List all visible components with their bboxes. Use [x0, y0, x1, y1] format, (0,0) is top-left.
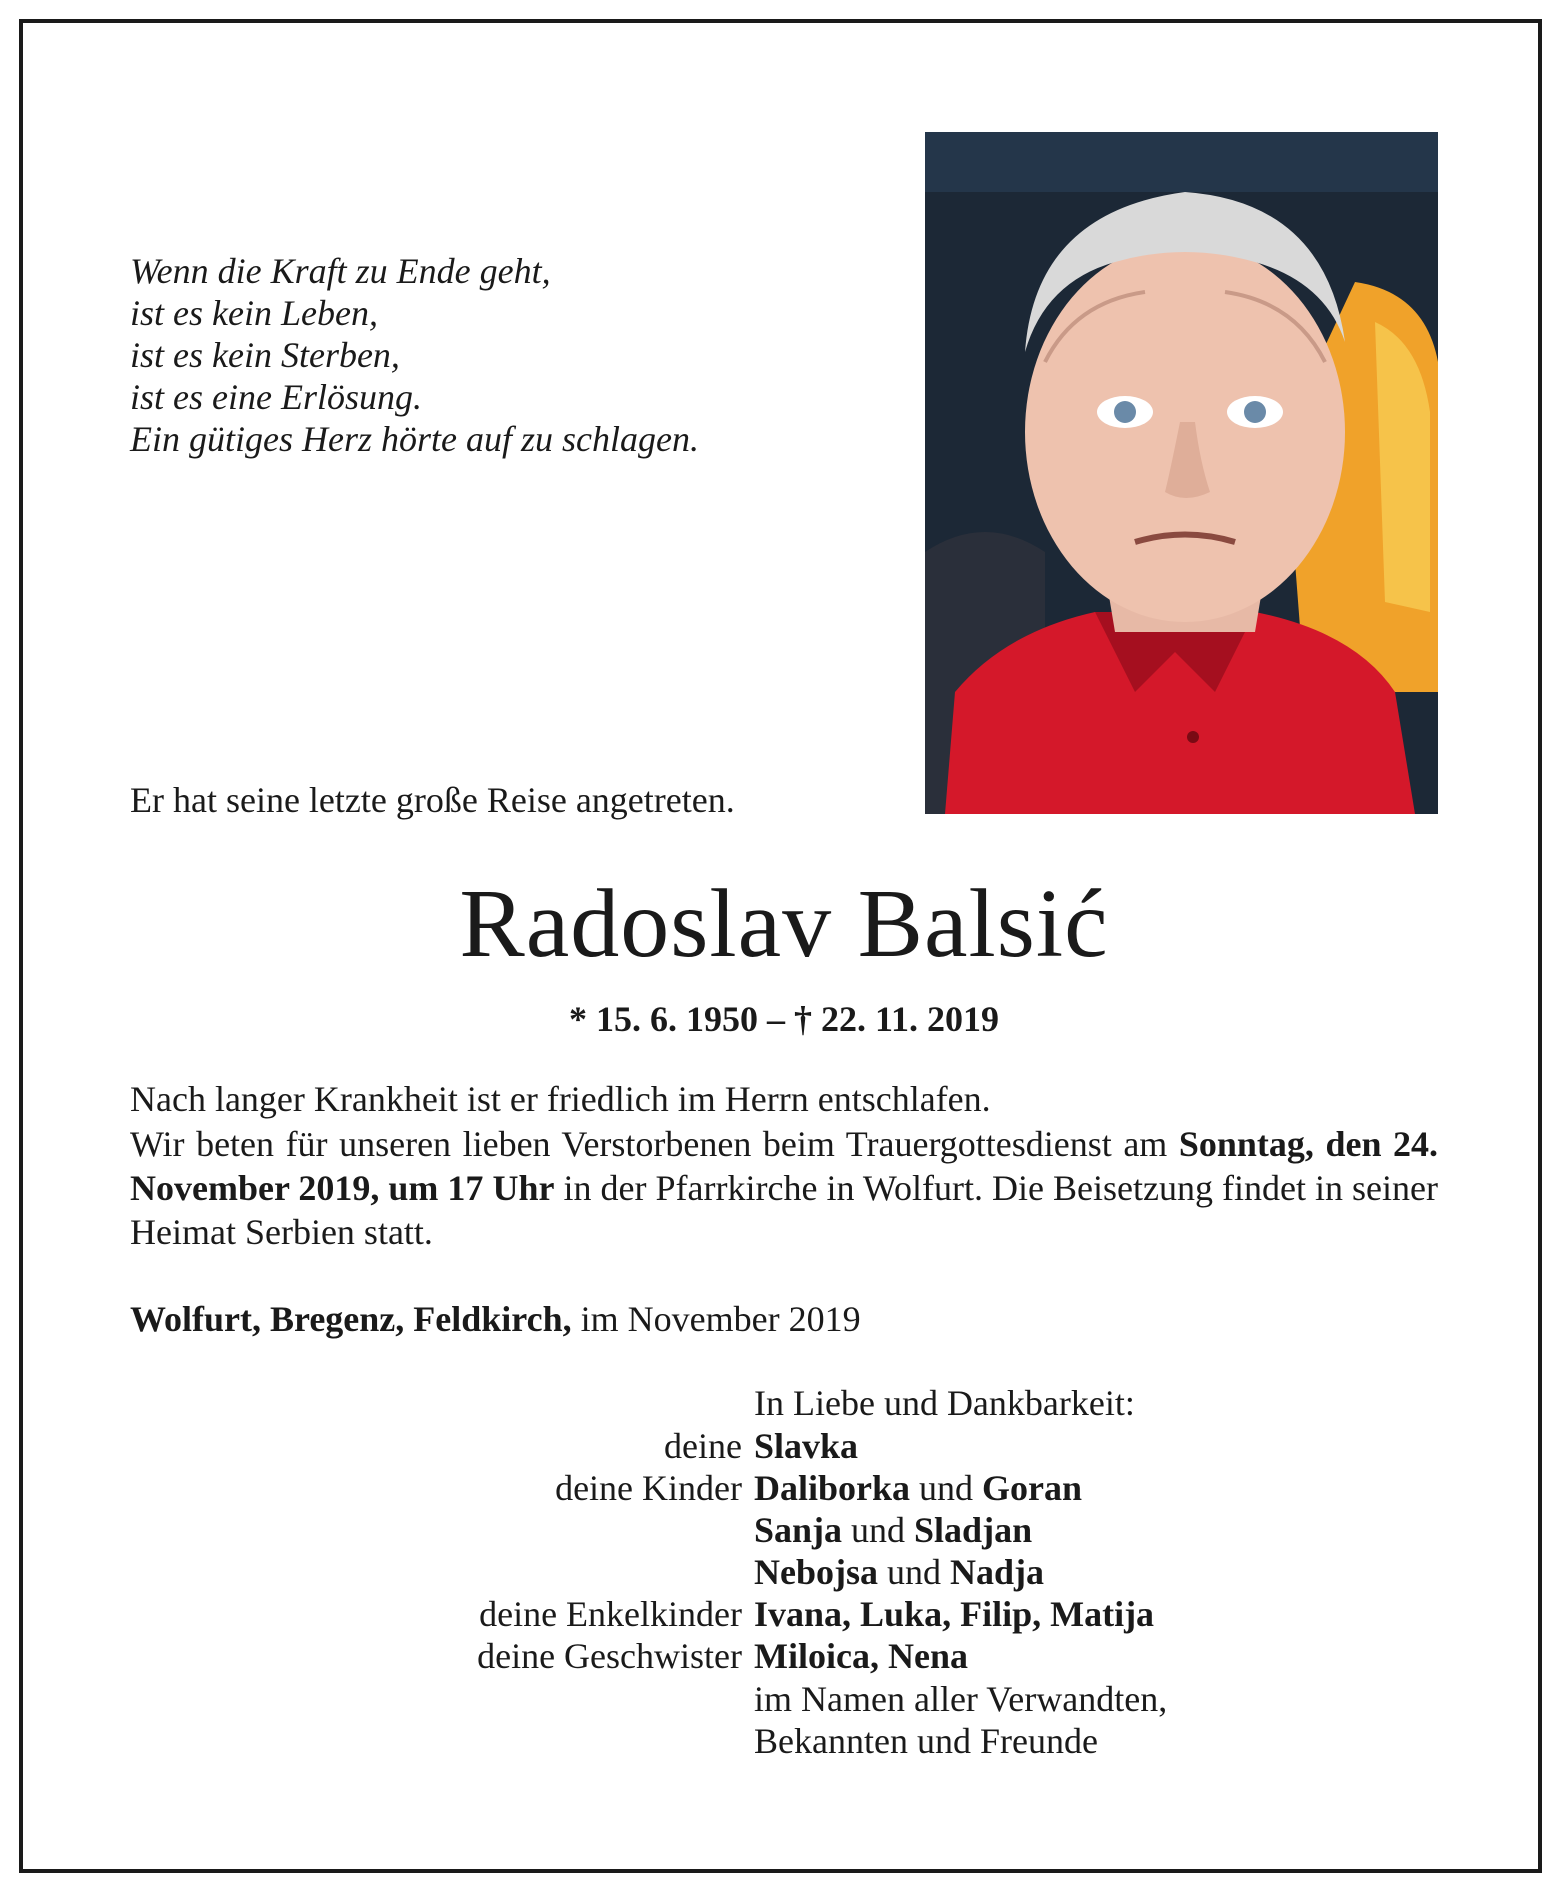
name-separator: und — [842, 1510, 915, 1550]
family-name: Slavka — [754, 1426, 859, 1466]
family-row — [300, 1551, 1154, 1593]
family-name: Ivana, Luka, Filip, Matija — [754, 1594, 1155, 1634]
closing-line: Bekannten und Freunde — [754, 1721, 1098, 1761]
service-text-end: in der Pfarrkirche in Wolfurt. Die Beisetzung findet in seiner Heimat Serbien statt. — [130, 1168, 1438, 1252]
name-separator: und — [878, 1552, 950, 1592]
month-year: im November 2019 — [571, 1299, 861, 1339]
family-row — [300, 1467, 1154, 1509]
place-date-line — [130, 1298, 861, 1340]
relation-label — [300, 1551, 754, 1593]
service-text: Wir beten für unseren lieben Verstorbenen beim Trauergottesdienst am — [130, 1124, 1179, 1164]
relation-label — [300, 1509, 754, 1551]
relation-label: deine Enkelkinder — [479, 1594, 742, 1634]
thanks-line: In Liebe und Dankbarkeit: — [754, 1383, 1135, 1423]
poem-line: ist es kein Sterben, — [130, 335, 400, 375]
poem-line: Ein gütiges Herz hörte auf zu schlagen. — [130, 419, 699, 459]
paragraph-passing: Nach langer Krankheit ist er friedlich im Herrn entschlafen. — [130, 1079, 991, 1119]
family-name: Daliborka — [754, 1468, 911, 1508]
relation-label: deine Kinder — [555, 1468, 742, 1508]
places: Wolfurt, Bregenz, Feldkirch, — [130, 1299, 572, 1339]
service-date: Sonntag, den 24. November 2019, um 17 Uhr — [130, 1124, 1439, 1208]
poem-line: Wenn die Kraft zu Ende geht, — [130, 251, 551, 291]
portrait-photo — [925, 132, 1438, 814]
poem-line: ist es eine Erlösung. — [130, 377, 422, 417]
poem-line: ist es kein Leben, — [130, 293, 378, 333]
family-row — [300, 1635, 1154, 1677]
deceased-name: Radoslav Balsić — [459, 870, 1109, 978]
portrait-illustration — [925, 132, 1438, 814]
journey-line: Er hat seine letzte große Reise angetreten. — [130, 780, 735, 820]
family-name: Goran — [982, 1468, 1083, 1508]
poem — [130, 250, 699, 460]
name-separator: und — [910, 1468, 983, 1508]
family-row — [300, 1425, 1154, 1467]
family-name: Miloica, Nena — [754, 1636, 968, 1676]
family-name: Sladjan — [914, 1510, 1033, 1550]
closing-line: im Namen aller Verwandten, — [754, 1679, 1168, 1719]
family-row — [300, 1509, 1154, 1551]
family-name: Nadja — [950, 1552, 1045, 1592]
family-name: Nebojsa — [754, 1552, 878, 1592]
family-row — [300, 1593, 1154, 1635]
life-dates: * 15. 6. 1950 – † 22. 11. 2019 — [568, 999, 999, 1039]
closing-lines — [754, 1678, 1167, 1762]
family-name: Sanja — [754, 1510, 843, 1550]
relation-label: deine Geschwister — [477, 1636, 742, 1676]
paragraph-service — [130, 1122, 1438, 1254]
relation-label: deine — [664, 1426, 742, 1466]
family-list — [300, 1425, 1154, 1677]
